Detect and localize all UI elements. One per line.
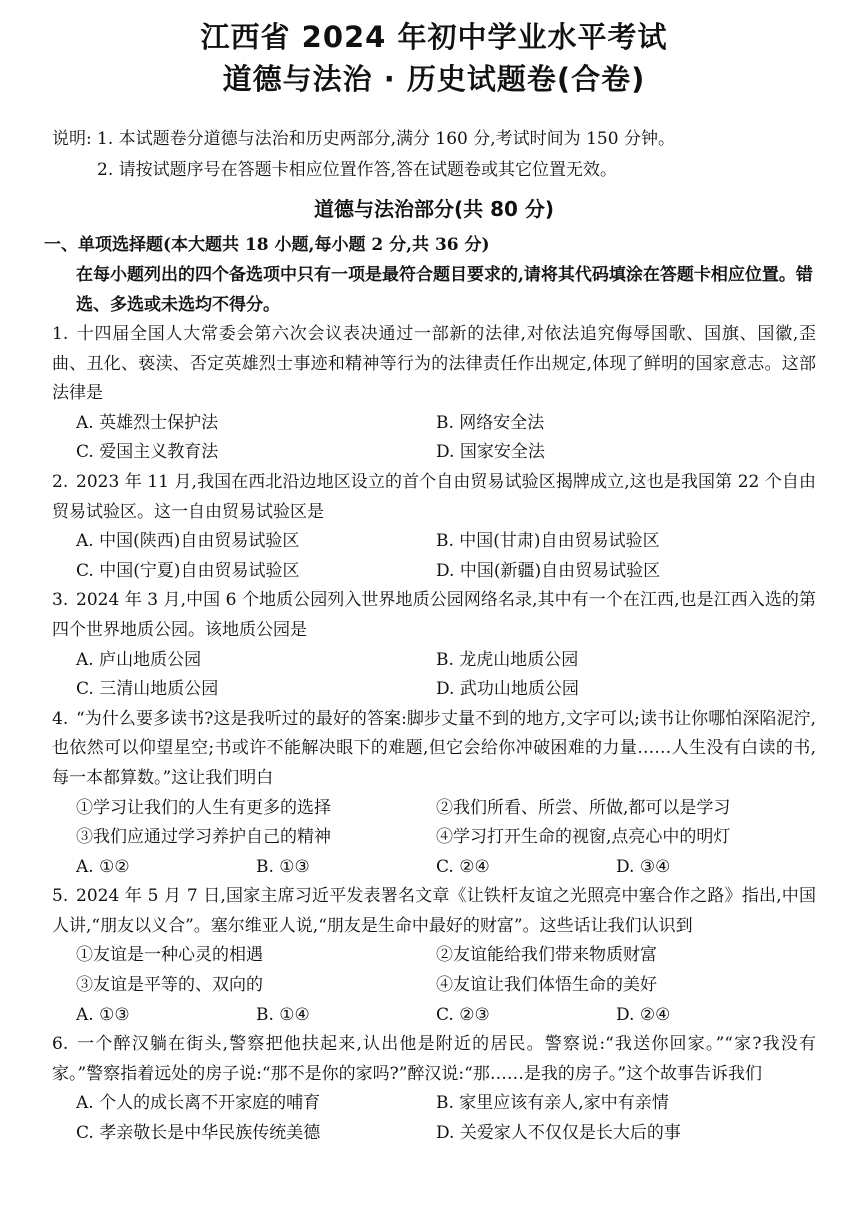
statement-2: ②友谊能给我们带来物质财富 bbox=[436, 945, 657, 966]
option-b: B. 网络安全法 bbox=[436, 412, 545, 433]
option-a: A. ①② bbox=[76, 856, 130, 877]
question-3 bbox=[52, 586, 816, 704]
option-b: B. ①③ bbox=[256, 856, 310, 877]
question-stem: “为什么要多读书?这是我听过的最好的答案:脚步丈量不到的地方,文字可以;读书让你哪怕深陷泥泞,也依然可以仰望星空;书或许不能解决眼下的难题,但它会给你冲破困难的力量……人生没有白读的书,每一本都算数。”这让我们明白 bbox=[52, 708, 816, 788]
option-c: C. 三清山地质公园 bbox=[76, 679, 219, 700]
question-number: 3. bbox=[52, 590, 69, 611]
question-number: 6. bbox=[52, 1034, 69, 1055]
option-a: A. 庐山地质公园 bbox=[76, 649, 202, 670]
option-a: A. ①③ bbox=[76, 1004, 130, 1025]
question-2 bbox=[52, 468, 816, 586]
option-d: D. 国家安全法 bbox=[436, 442, 545, 463]
exam-title: 江西省 2024 年初中学业水平考试 bbox=[200, 20, 668, 54]
question-number: 2. bbox=[52, 471, 69, 492]
part-heading: 一、单项选择题(本大题共 18 小题,每小题 2 分,共 36 分) bbox=[44, 235, 490, 255]
option-a: A. 中国(陕西)自由贸易试验区 bbox=[76, 531, 300, 552]
option-b: B. 龙虎山地质公园 bbox=[436, 649, 579, 670]
option-d: D. 武功山地质公园 bbox=[436, 679, 579, 700]
part-instruction: 在每小题列出的四个备选项中只有一项是最符合题目要求的,请将其代码填涂在答题卡相应位置。错选、多选或未选均不得分。 bbox=[76, 265, 813, 315]
instruction-item-2: 2. 请按试题序号在答题卡相应位置作答,答在试题卷或其它位置无效。 bbox=[97, 160, 618, 180]
option-a: A. 英雄烈士保护法 bbox=[76, 412, 219, 433]
exam-subtitle: 道德与法治 · 历史试题卷(合卷) bbox=[222, 62, 646, 96]
statement-4: ④友谊让我们体悟生命的美好 bbox=[436, 975, 657, 996]
statement-3: ③友谊是平等的、双向的 bbox=[76, 975, 263, 996]
instructions bbox=[52, 124, 816, 186]
statement-2: ②我们所看、所尝、所做,都可以是学习 bbox=[436, 797, 731, 818]
instruction-item-1: 1. 本试题卷分道德与法治和历史两部分,满分 160 分,考试时间为 150 分钟。 bbox=[97, 129, 675, 149]
question-number: 1. bbox=[52, 324, 69, 344]
question-1 bbox=[52, 320, 816, 468]
option-d: D. ③④ bbox=[616, 856, 671, 877]
statement-1: ①学习让我们的人生有更多的选择 bbox=[76, 797, 331, 818]
instructions-label: 说明: bbox=[52, 129, 92, 149]
option-c: C. 爱国主义教育法 bbox=[76, 442, 219, 463]
question-number: 4. bbox=[52, 708, 69, 729]
option-d: D. ②④ bbox=[616, 1004, 671, 1025]
option-d: D. 中国(新疆)自由贸易试验区 bbox=[436, 560, 661, 581]
option-a: A. 个人的成长离不开家庭的哺育 bbox=[76, 1093, 321, 1114]
question-5 bbox=[52, 882, 816, 1030]
option-b: B. 家里应该有亲人,家中有亲情 bbox=[436, 1093, 669, 1114]
option-c: C. 孝亲敬长是中华民族传统美德 bbox=[76, 1123, 321, 1144]
option-c: C. ②③ bbox=[436, 1004, 490, 1025]
statement-1: ①友谊是一种心灵的相遇 bbox=[76, 945, 263, 966]
option-d: D. 关爱家人不仅仅是长大后的事 bbox=[436, 1123, 681, 1144]
question-4 bbox=[52, 705, 816, 883]
option-c: C. ②④ bbox=[436, 856, 490, 877]
statement-3: ③我们应通过学习养护自己的精神 bbox=[76, 827, 331, 848]
question-stem: 一个醉汉躺在街头,警察把他扶起来,认出他是附近的居民。警察说:“我送你回家。”“家?我没有家。”警察指着远处的房子说:“那不是你的家吗?”醉汉说:“那……是我的房子。”这个故事告诉我们 bbox=[52, 1034, 816, 1084]
question-number: 5. bbox=[52, 886, 69, 907]
question-stem: 2024 年 3 月,中国 6 个地质公园列入世界地质公园网络名录,其中有一个在江西,也是江西入选的第四个世界地质公园。该地质公园是 bbox=[52, 590, 816, 640]
option-b: B. ①④ bbox=[256, 1004, 310, 1025]
statement-4: ④学习打开生命的视窗,点亮心中的明灯 bbox=[436, 827, 731, 848]
option-b: B. 中国(甘肃)自由贸易试验区 bbox=[436, 531, 660, 552]
section-title: 道德与法治部分(共 80 分) bbox=[313, 197, 555, 221]
question-6 bbox=[52, 1030, 816, 1148]
question-stem: 2024 年 5 月 7 日,国家主席习近平发表署名文章《让铁杆友谊之光照亮中塞合作之路》指出,中国人讲,“朋友以义合”。塞尔维亚人说,“朋友是生命中最好的财富”。这些话让我们认识到 bbox=[52, 886, 816, 936]
question-stem: 十四届全国人大常委会第六次会议表决通过一部新的法律,对依法追究侮辱国歌、国旗、国徽,歪曲、丑化、亵渎、否定英雄烈士事迹和精神等行为的法律责任作出规定,体现了鲜明的国家意志。这部法律是 bbox=[52, 324, 816, 404]
question-stem: 2023 年 11 月,我国在西北沿边地区设立的首个自由贸易试验区揭牌成立,这也是我国第 22 个自由贸易试验区。这一自由贸易试验区是 bbox=[52, 471, 816, 522]
option-c: C. 中国(宁夏)自由贸易试验区 bbox=[76, 560, 300, 581]
